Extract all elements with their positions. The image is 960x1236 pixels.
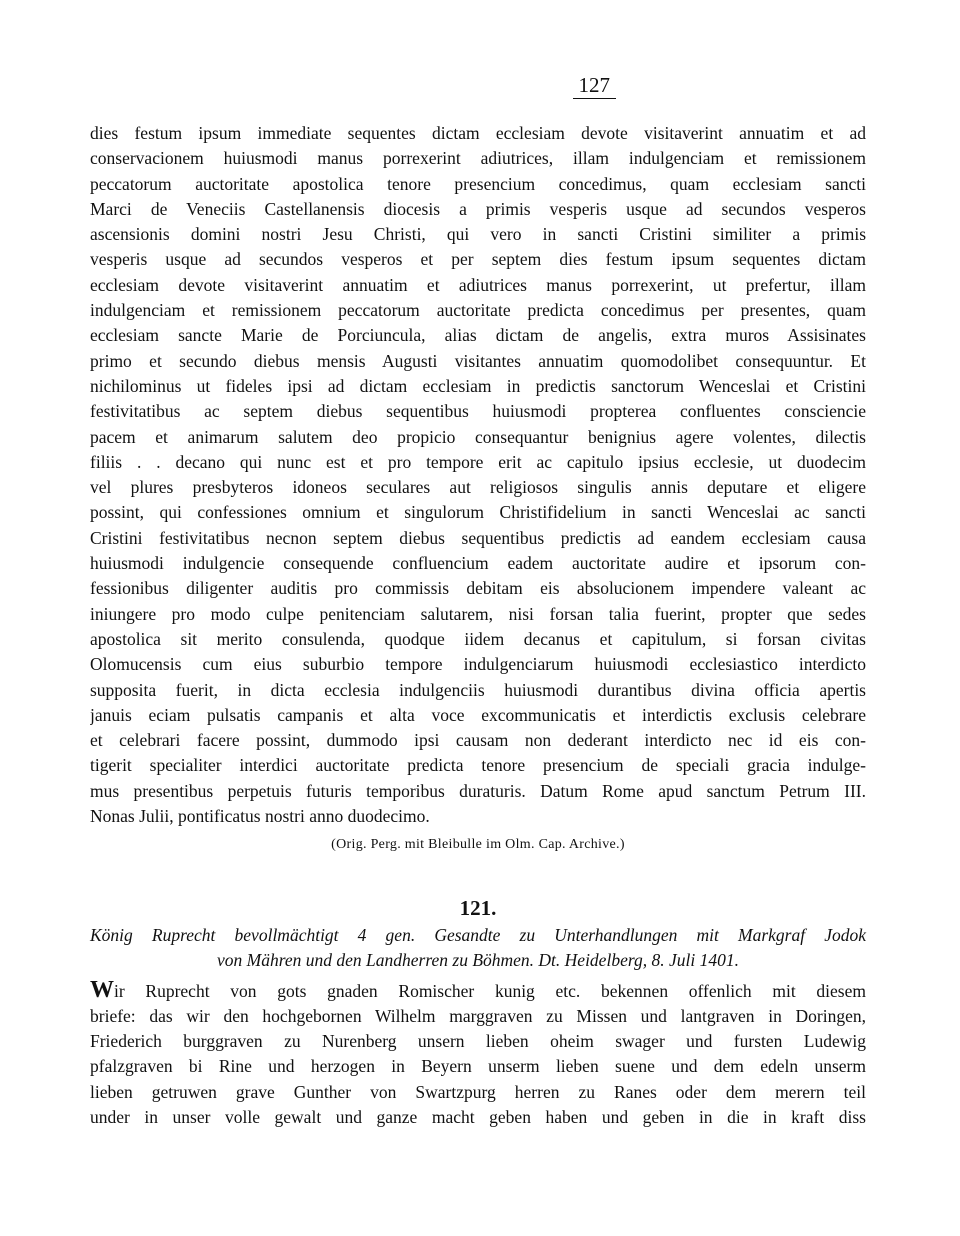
text-line: lieben getruwen grave Gunther von Swartzpurg herren zu Ranes oder dem merern teil	[90, 1081, 866, 1102]
text-line: peccatorum auctoritate apostolica tenore presencium concedimus, quam ecclesiam sancti	[90, 173, 866, 194]
text-line: primo et secundo diebus mensis Augusti visitantes annuatim quomodolibet consequuntur. Et	[90, 350, 866, 371]
text-line: Marci de Veneciis Castellanensis diocesis a primis vesperis usque ad secundos vesperos	[90, 198, 866, 219]
text-line: Olomucensis cum eius suburbio tempore indulgenciarum huiusmodi ecclesiastico interdicto	[90, 654, 866, 675]
text-line: huiusmodi indulgencie consequende confluencium eadem auctoritate audire et ipsorum con-	[90, 553, 866, 574]
text-line: Friederich burggraven zu Nurenberg unsern lieben oheim swager und fursten Ludewig	[90, 1030, 866, 1051]
text-line: Nonas Julii, pontificatus nostri anno duodecimo.	[90, 806, 430, 827]
text-line: conservacionem huiusmodi manus porrexerint adiutrices, illam indulgenciam et remissionem	[90, 148, 866, 169]
text-line	[90, 978, 866, 1003]
text-line: vesperis usque ad secundos vesperos et per septem dies festum ipsum sequentes dictam	[90, 249, 866, 270]
text-line: mus presentibus perpetuis futuris temporibus duraturis. Datum Rome apud sanctum Petrum III.	[90, 780, 866, 801]
page-header	[90, 74, 866, 102]
page-number: 127	[573, 74, 617, 99]
book-page	[90, 74, 866, 1130]
document-number: 121.	[459, 896, 497, 921]
text-line: supposita fuerit, in dicta ecclesia indulgenciis huiusmodi durantibus divina officia apertis	[90, 679, 866, 700]
text-line: januis eciam pulsatis campanis et alta voce excommunicatis et interdictis exclusis celebrare	[90, 704, 866, 725]
document-heading-line: König Ruprecht bevollmächtigt 4 gen. Gesandte zu Unterhandlungen mit Markgraf Jodok	[90, 925, 866, 946]
first-line-text: ir Ruprecht von gots gnaden Romischer kunig etc. bekennen offenlich mit diesem	[114, 981, 866, 1002]
text-line: briefe: das wir den hochgebornen Wilhelm marggraven zu Missen und lantgraven in Doringen,	[90, 1005, 866, 1026]
text-line: festivitatibus ac septem diebus sequentibus huiusmodi propterea confluentes consciencie	[90, 401, 866, 422]
text-line: indulgenciam et remissionem peccatorum auctoritate predicta concedimus per presentes, quam	[90, 300, 866, 321]
text-line: filiis . . decano qui nunc est et pro tempore erit ac capitulo ipsius ecclesie, ut duodecim	[90, 451, 866, 472]
text-line: Cristini festivitatibus necnon septem diebus sequentibus predictis ad eandem ecclesiam causa	[90, 527, 866, 548]
text-line: dies festum ipsum immediate sequentes dictam ecclesiam devote visitaverint annuatim et ad	[90, 123, 866, 143]
text-line: nichilominus ut fideles ipsi ad dictam ecclesiam in predictis sanctorum Wenceslai et Cristini	[90, 375, 866, 396]
text-line: iniungere pro modo culpe penitenciam salutarem, nisi forsan talia fuerint, propter que sedes	[90, 603, 866, 624]
drop-cap: W	[90, 978, 114, 1004]
document-121-text	[90, 978, 866, 1130]
text-line: apostolica sit merito consulenda, quodque iidem decanus et capitulum, si forsan civitas	[90, 628, 866, 649]
text-line: vel plures presbyteros idoneos seculares aut religiosos singulis annis deputare et eligere	[90, 477, 866, 498]
source-note: (Orig. Perg. mit Bleibulle im Olm. Cap. Archive.)	[331, 837, 625, 853]
text-line: ecclesiam devote visitaverint annuatim et adiutrices manus porrexerint, ut prefertur, illam	[90, 274, 866, 295]
text-line: ascensionis domini nostri Jesu Christi, qui vero in sancti Cristini similiter a primis	[90, 224, 866, 245]
document-heading-line: von Mähren und den Landherren zu Böhmen. Dt. Heidelberg, 8. Juli 1401.	[216, 950, 739, 971]
document-heading	[90, 923, 866, 973]
text-line: pacem et animarum salutem deo propicio consequantur benignius agere volentes, dilectis	[90, 426, 866, 447]
text-line: under in unser volle gewalt und ganze macht geben haben und geben in die in kraft diss	[90, 1106, 866, 1127]
text-line: et celebrari facere possint, dummodo ipsi causam non dederant interdicto nec id eis con-	[90, 730, 866, 751]
text-line: fessionibus diligenter auditis pro commissis debitam eis absolucionem impendere valeant ac	[90, 578, 866, 599]
text-line: ecclesiam sancte Marie de Porciuncula, alias dictam de angelis, extra muros Assisinates	[90, 325, 866, 346]
text-line: possint, qui confessiones omnium et singulorum Christifidelium in sancti Wenceslai ac sancti	[90, 502, 866, 523]
document-120-text	[90, 121, 866, 829]
text-line: tigerit specialiter interdici auctoritate predicta tenore presencium de speciali gracia indulge-	[90, 755, 866, 776]
text-line: pfalzgraven bi Rine und herzogen in Beyern unserm lieben suene und dem edeln unserm	[90, 1056, 866, 1077]
